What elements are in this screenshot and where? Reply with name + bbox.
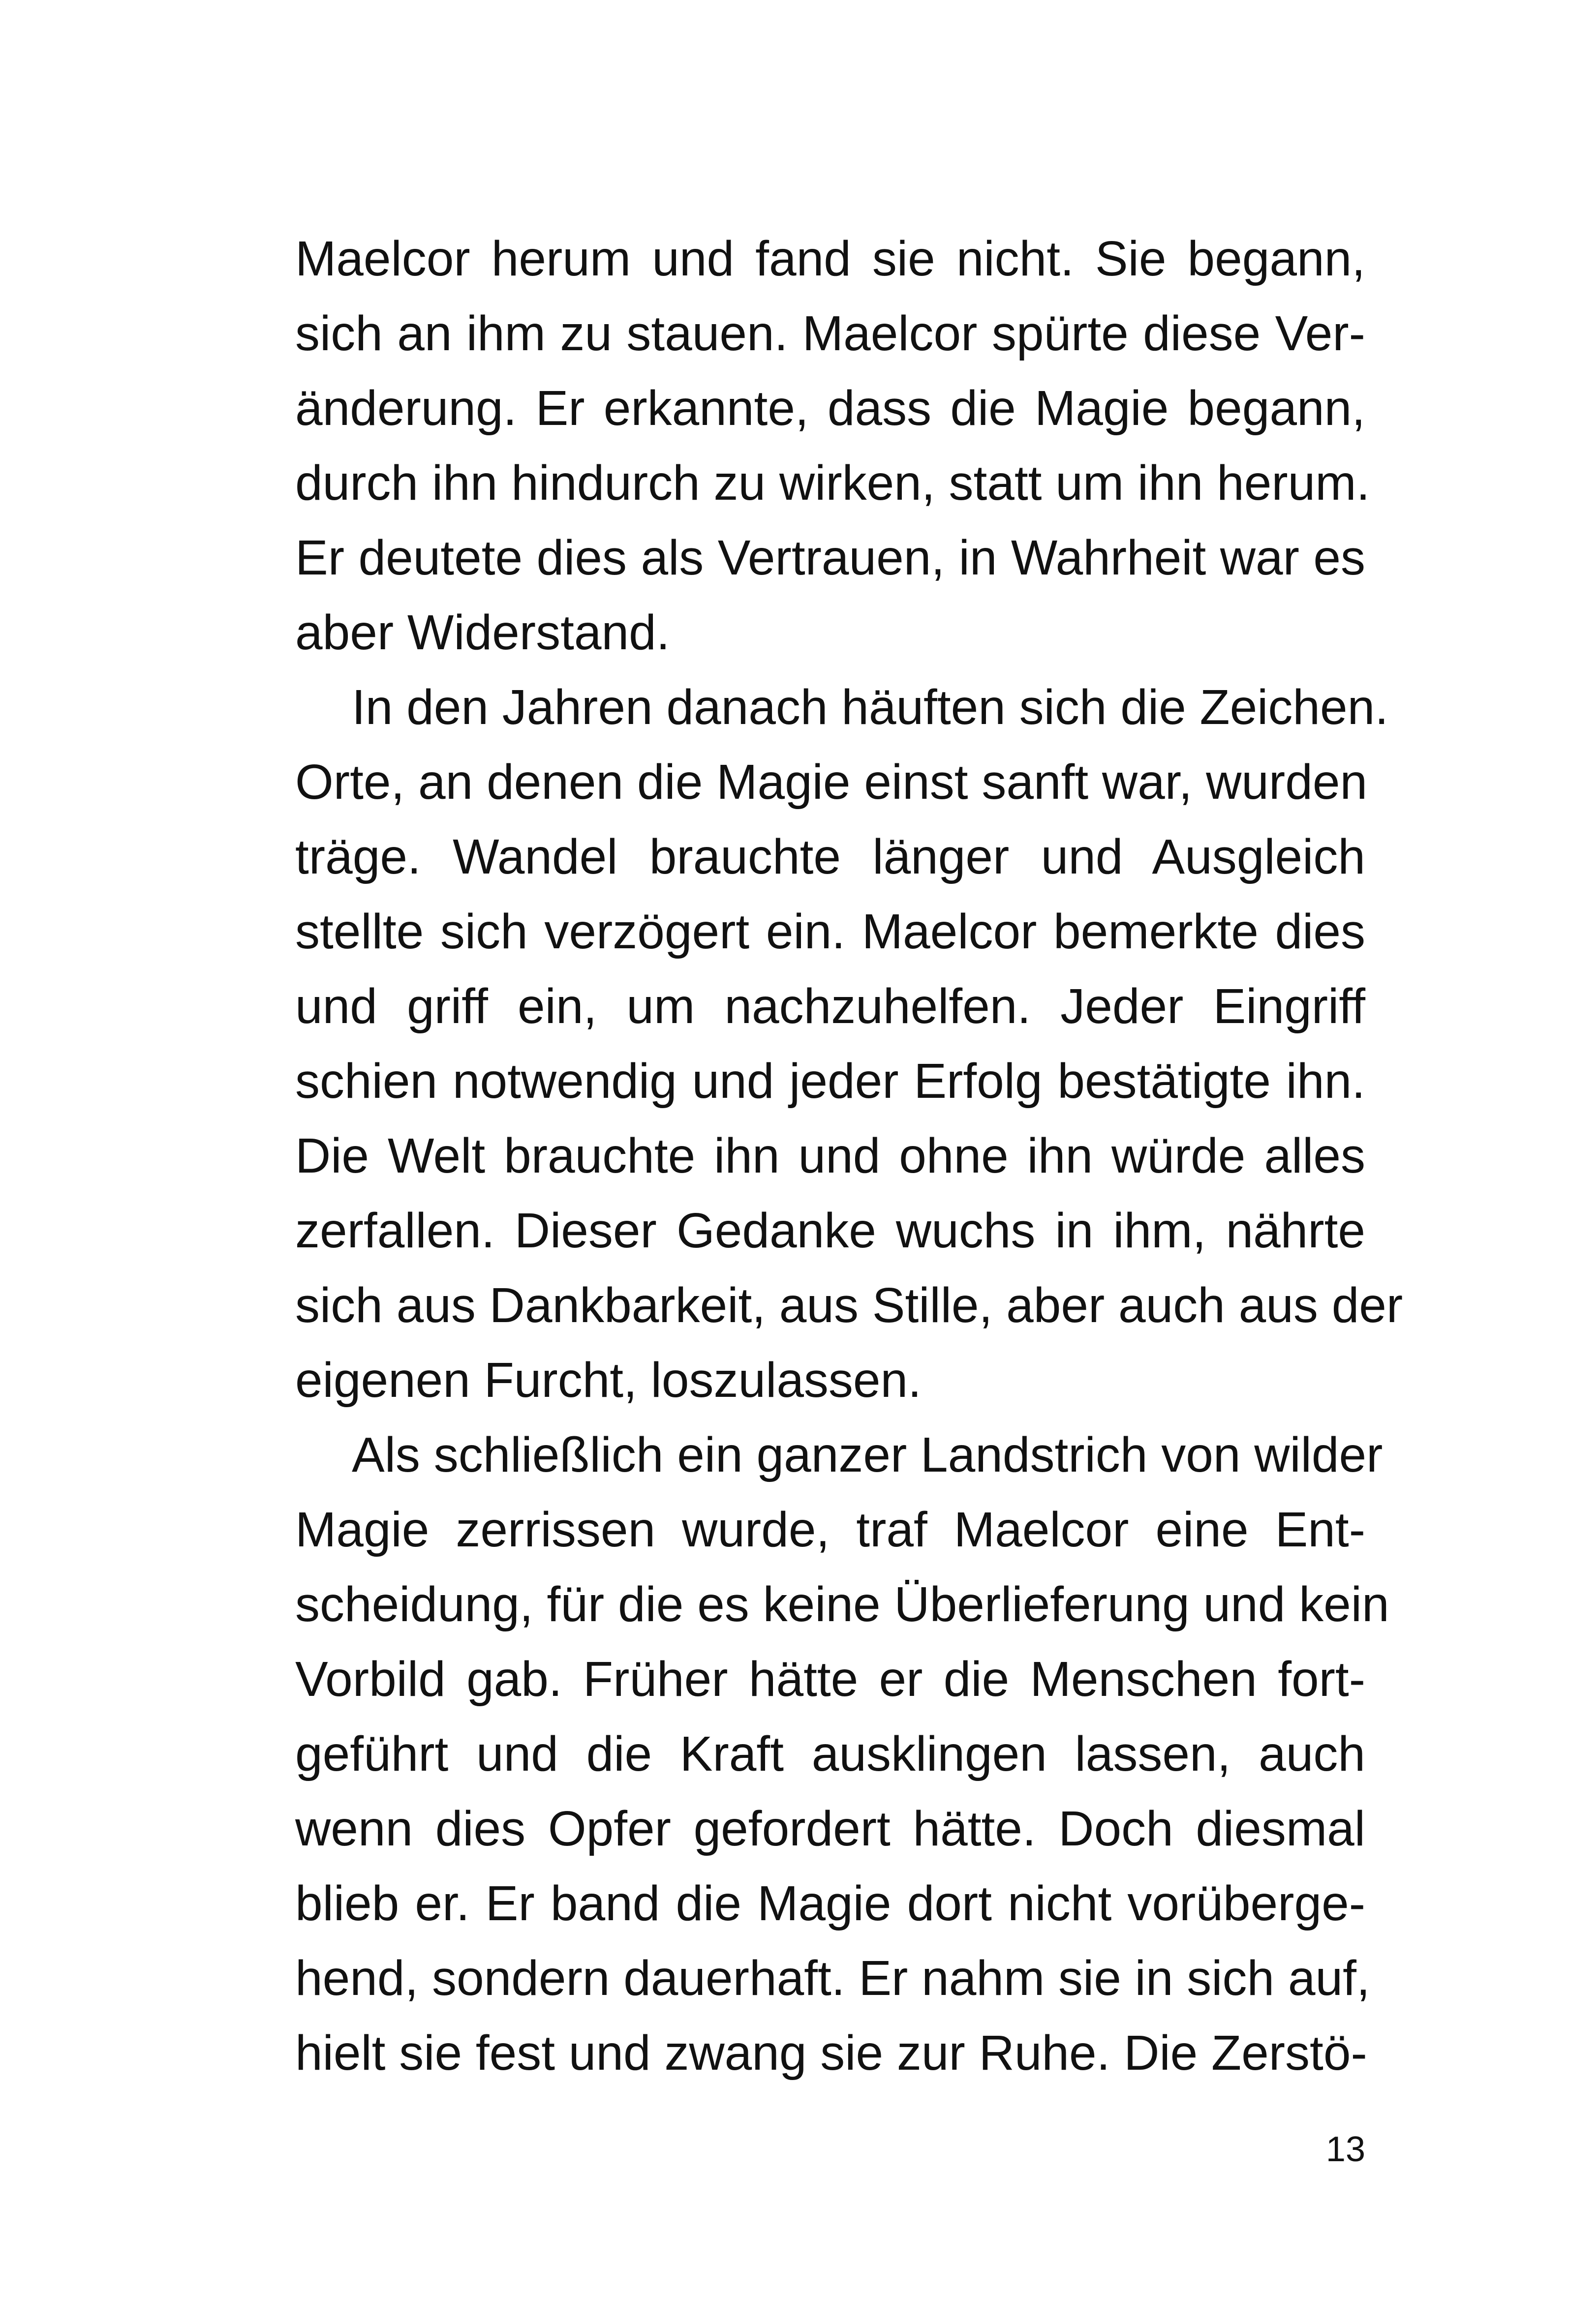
text-line: stellte sich verzögert ein. Maelcor bemerkte dies [295, 904, 1365, 959]
text-line: Magie zerrissen wurde, traf Maelcor eine Ent- [295, 1502, 1365, 1557]
text-line: hielt sie fest und zwang sie zur Ruhe. Die Zerstö- [295, 2025, 1367, 2081]
text-line: durch ihn hindurch zu wirken, statt um ihn herum. [295, 455, 1370, 511]
text-line: scheidung, für die es keine Überlieferung und kein [295, 1577, 1389, 1632]
text-line: zerfallen. Dieser Gedanke wuchs in ihm, nährte [295, 1203, 1365, 1258]
text-line: geführt und die Kraft ausklingen lassen, auch [295, 1726, 1365, 1781]
text-line: Er deutete dies als Vertrauen, in Wahrheit war es [295, 530, 1365, 585]
text-line: hend, sondern dauerhaft. Er nahm sie in sich auf, [295, 1951, 1370, 2006]
text-line: sich an ihm zu stauen. Maelcor spürte diese Ver- [295, 306, 1365, 361]
text-line: In den Jahren danach häuften sich die Zeichen. [352, 680, 1389, 735]
page-number: 13 [1325, 2130, 1365, 2169]
text-line: eigenen Furcht, loszulassen. [295, 1353, 922, 1408]
text-line: Maelcor herum und fand sie nicht. Sie begann, [295, 231, 1365, 286]
text-line: Die Welt brauchte ihn und ohne ihn würde alles [295, 1128, 1365, 1183]
text-line: änderung. Er erkannte, dass die Magie begann, [295, 381, 1365, 436]
text-line: aber Widerstand. [295, 605, 670, 660]
body-text [295, 221, 1403, 2090]
text-line: wenn dies Opfer gefordert hätte. Doch diesmal [295, 1801, 1365, 1856]
text-line: sich aus Dankbarkeit, aus Stille, aber auch aus der [295, 1278, 1403, 1333]
text-line: Als schließlich ein ganzer Landstrich von wilder [352, 1427, 1383, 1482]
text-line: blieb er. Er band die Magie dort nicht vorüberge- [295, 1876, 1365, 1931]
text-line: und griff ein, um nachzuhelfen. Jeder Eingriff [295, 979, 1365, 1034]
text-line: Orte, an denen die Magie einst sanft war, wurden [295, 755, 1368, 810]
text-line: träge. Wandel brauchte länger und Ausgleich [295, 829, 1365, 884]
text-line: schien notwendig und jeder Erfolg bestätigte ihn. [295, 1054, 1365, 1109]
text-line: Vorbild gab. Früher hätte er die Menschen fort- [295, 1652, 1365, 1707]
